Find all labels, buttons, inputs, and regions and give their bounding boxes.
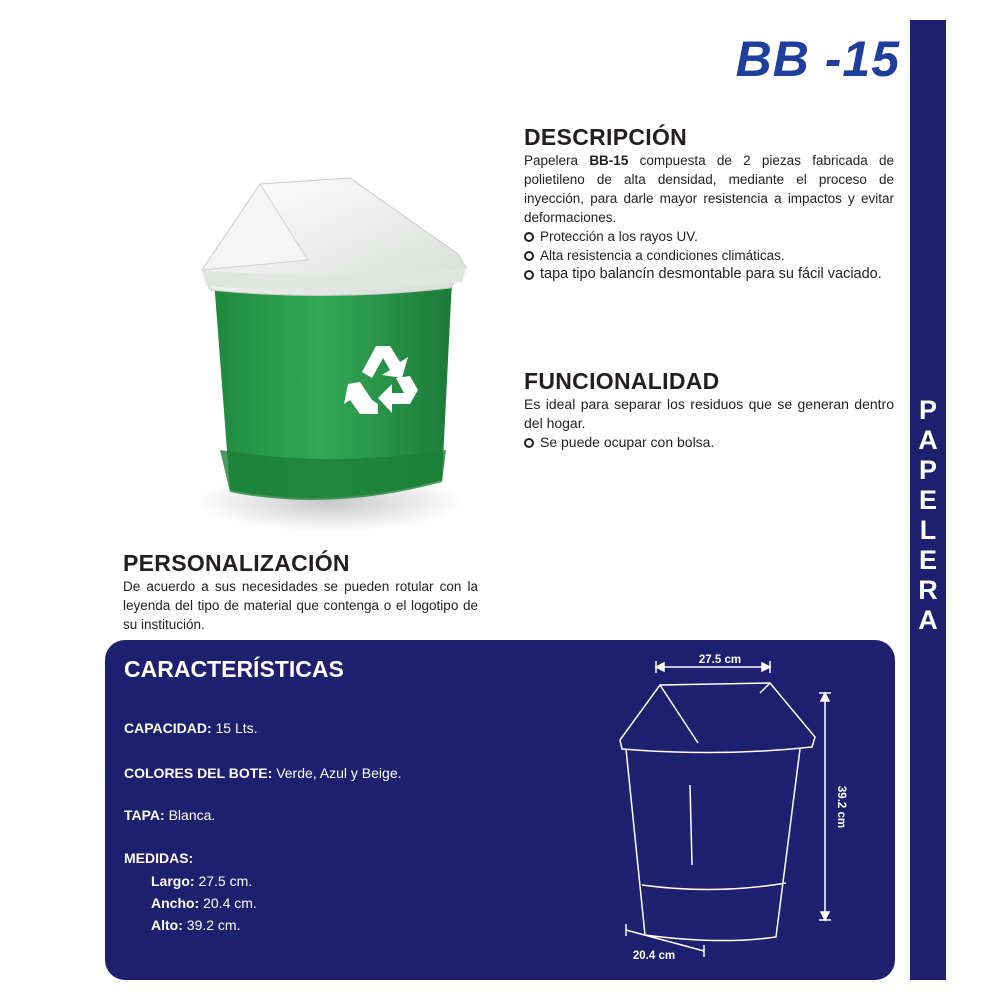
height-label: 39.2 cm — [835, 785, 847, 829]
funcionalidad-text: Es ideal para separar los residuos que se generan dentro del hogar. — [524, 396, 894, 431]
side-letter: E — [918, 545, 937, 575]
list-item: tapa tipo balancín desmontable para su fácil vaciado. — [524, 265, 894, 284]
side-letter: R — [918, 575, 938, 605]
dimension-diagram — [600, 645, 860, 970]
spec-capacidad: CAPACIDAD: 15 Lts. — [124, 720, 258, 736]
spec-medidas: MEDIDAS: — [124, 850, 194, 866]
descripcion-section — [524, 124, 894, 284]
width-label: 27.5 cm — [698, 654, 742, 666]
list-item: Alta resistencia a condiciones climáticas. — [524, 246, 894, 265]
personalizacion-section — [123, 550, 478, 634]
side-letter: E — [918, 485, 937, 515]
bullet-icon — [524, 251, 534, 261]
side-letter: P — [918, 455, 937, 485]
descripcion-rest: compuesta de 2 piezas fabricada de polietileno de alta densidad, mediante el proceso de inyección, para darle mayor resistencia a impactos y evitar deformaciones. — [524, 153, 895, 225]
funcionalidad-section — [524, 368, 894, 452]
model-title: BB -15 — [735, 31, 900, 87]
descripcion-prefix: Papelera — [524, 153, 590, 168]
bullet-icon — [524, 232, 534, 242]
model-code: BB-15 — [589, 153, 629, 168]
spec-alto: Alto: 39.2 cm. — [151, 917, 241, 933]
bin-outline-icon — [620, 683, 815, 941]
list-item: Protección a los rayos UV. — [524, 227, 894, 246]
section-heading: PERSONALIZACIÓN — [123, 550, 350, 576]
bullet-icon — [524, 270, 534, 280]
section-heading: FUNCIONALIDAD — [524, 368, 720, 394]
list-item: Se puede ocupar con bolsa. — [524, 433, 894, 452]
section-heading: DESCRIPCIÓN — [524, 124, 688, 150]
spec-ancho: Ancho: 20.4 cm. — [151, 895, 257, 911]
spec-tapa: TAPA: Blanca. — [124, 807, 216, 823]
side-letter: P — [918, 395, 937, 425]
spec-largo: Largo: 27.5 cm. — [151, 873, 253, 889]
side-label — [910, 395, 946, 635]
depth-label: 20.4 cm — [632, 950, 676, 962]
bullet-icon — [524, 438, 534, 448]
descripcion-text — [524, 151, 894, 227]
side-letter: A — [918, 605, 938, 635]
recycling-bin-icon — [180, 150, 500, 550]
side-letter: L — [919, 515, 937, 545]
spec-colores: COLORES DEL BOTE: Verde, Azul y Beige. — [124, 765, 402, 781]
caracteristicas-heading: CARACTERÍSTICAS — [124, 656, 344, 682]
personalizacion-text: De acuerdo a sus necesidades se pueden rotular con la leyenda del tipo de material que contenga o el logotipo de su institución. — [123, 579, 478, 632]
side-letter: A — [918, 425, 938, 455]
height-dimension-arrow — [819, 693, 831, 920]
